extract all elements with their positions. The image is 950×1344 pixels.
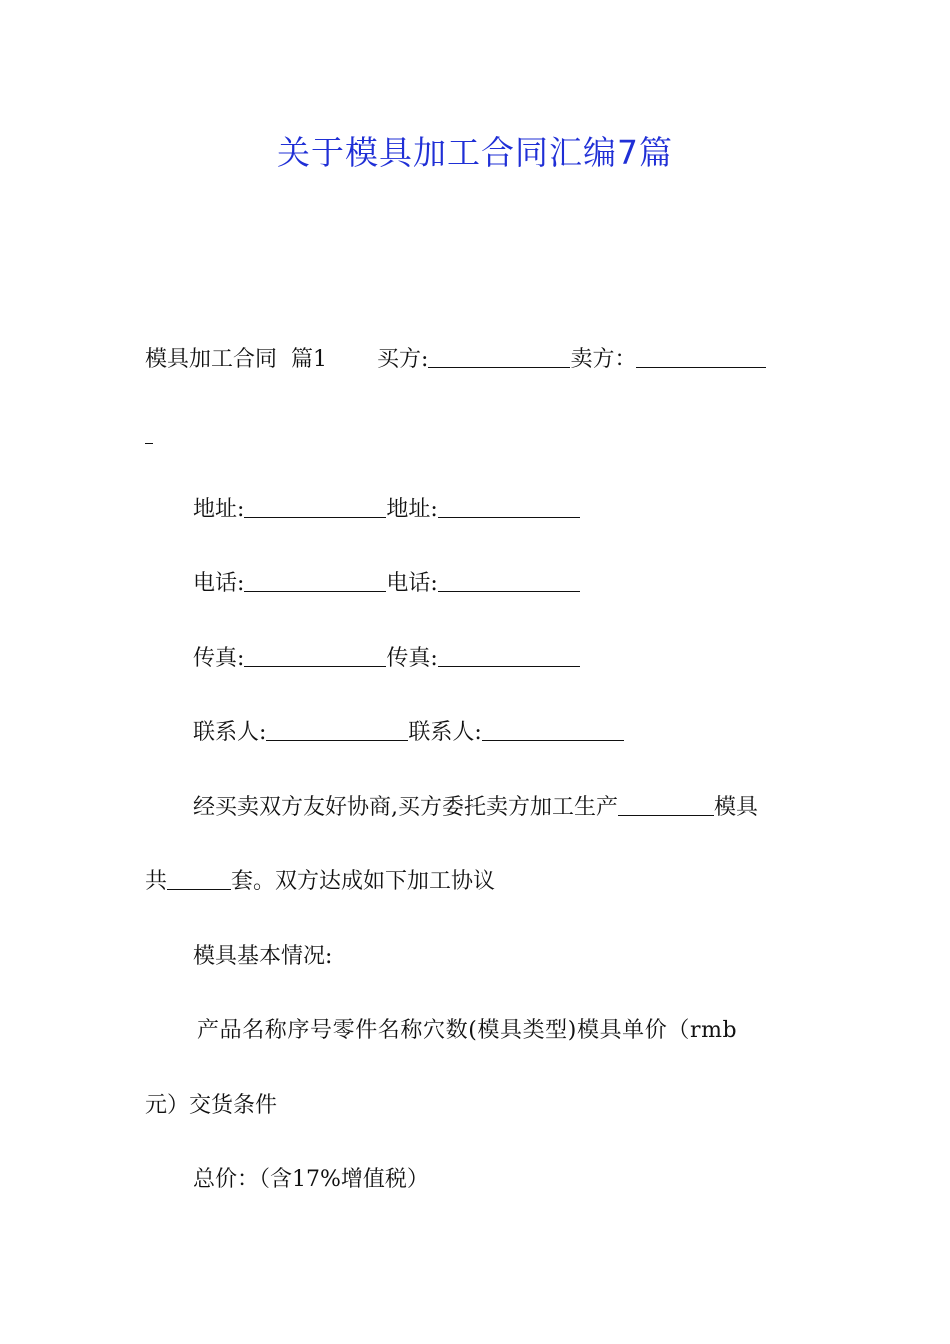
agreement-mold: 模具 [714,795,759,820]
agreement-line-2 [145,864,495,900]
fax-row [193,641,580,677]
fax-label-seller: 传真: [386,646,438,671]
document-title: 关于模具加工合同汇编7篇 [277,133,673,172]
set-count-blank [167,869,231,890]
fax-blank-buyer [244,646,386,667]
phone-blank-buyer [244,571,386,592]
contact-label-seller: 联系人: [408,720,482,745]
phone-blank-seller [438,571,580,592]
seller-label: 卖方： [570,347,637,372]
agreement-line-1 [193,790,758,826]
fax-label-buyer: 传真: [193,646,245,671]
fax-blank-seller [438,646,580,667]
total-price-line: 总价：（含17%增值税） [193,1167,429,1192]
contract-heading: 模具加工合同 [145,347,278,372]
seller-blank [636,347,766,368]
mold-name-blank [618,795,714,816]
contact-blank-seller [482,720,624,741]
address-label-seller: 地址: [386,497,438,522]
contact-row [193,715,624,751]
basic-info-label: 模具基本情况: [193,944,333,969]
seller-blank-continuation [145,420,153,456]
phone-label-buyer: 电话: [193,571,245,596]
agreement-conclusion: 套。双方达成如下加工协议 [231,869,496,894]
contract-header-line [145,342,766,378]
buyer-label: 买方: [377,347,429,372]
columns-line-2: 元）交货条件 [145,1093,278,1118]
address-row [193,492,580,528]
buyer-blank [428,347,570,368]
columns-line-1: 产品名称序号零件名称穴数(模具类型)模具单价（rmb [197,1018,738,1043]
address-label-buyer: 地址: [193,497,245,522]
agreement-text: 经买卖双方友好协商,买方委托卖方加工生产 [193,795,618,820]
address-blank-seller [438,497,580,518]
contact-blank-buyer [266,720,408,741]
contract-part: 篇1 [291,347,328,372]
phone-label-seller: 电话: [386,571,438,596]
phone-row [193,566,580,602]
address-blank-buyer [244,497,386,518]
agreement-total: 共 [145,869,168,894]
contact-label-buyer: 联系人: [193,720,267,745]
